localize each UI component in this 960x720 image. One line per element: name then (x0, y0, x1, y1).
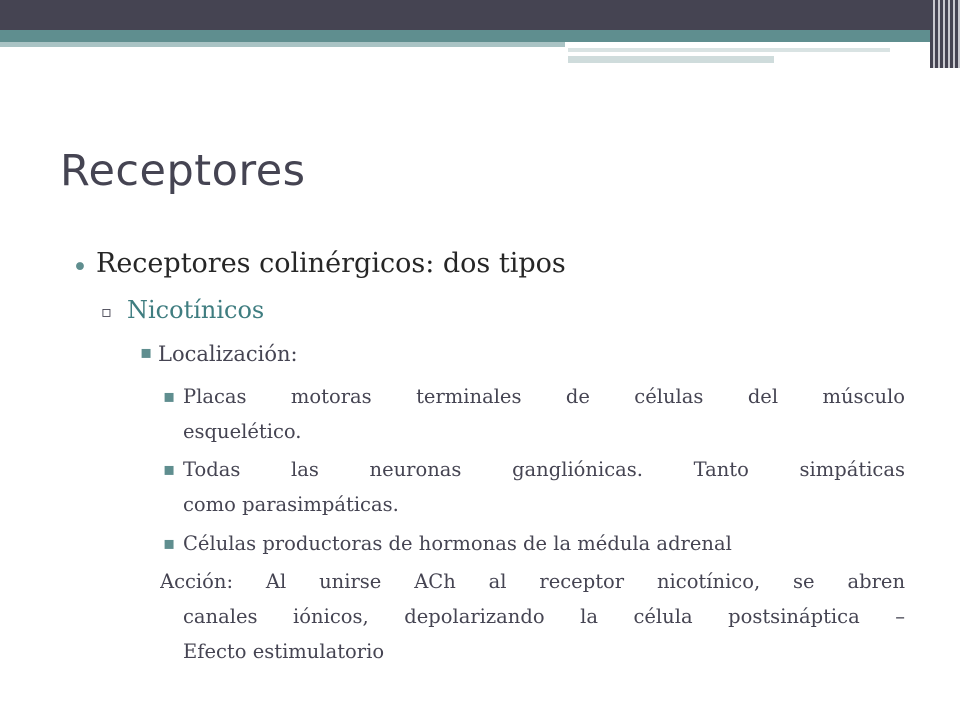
accion-line2: canales iónicos, depolarizando la célula postsináptica – (183, 605, 905, 628)
item2-line1: Todas las neuronas gangliónicas. Tanto simpáticas (183, 458, 905, 481)
top-teal-light-band (0, 42, 565, 47)
slide-title: Receptores (60, 146, 306, 196)
level3-text: Localización: (158, 342, 298, 366)
level3-bullet: ▪ (140, 342, 153, 363)
item3-bullet: ▪ (163, 533, 176, 554)
accion-line1: Acción: Al unirse ACh al receptor nicotínico, se abren (160, 570, 905, 593)
accion-line3: Efecto estimulatorio (183, 640, 385, 663)
right-edge-stripes (930, 0, 960, 68)
top-dark-bar (0, 0, 930, 30)
item1-line1: Placas motoras terminales de células del músculo (183, 385, 905, 408)
level1-text: Receptores colinérgicos: dos tipos (96, 248, 566, 279)
level2-text: Nicotínicos (127, 296, 265, 324)
level1-bullet: • (72, 252, 88, 283)
level2-bullet: ▫ (101, 302, 112, 321)
item1-bullet: ▪ (163, 386, 176, 407)
item2-line2: como parasimpáticas. (183, 493, 399, 516)
item3-line1: Células productoras de hormonas de la médula adrenal (183, 532, 732, 555)
item1-line2: esquelético. (183, 420, 302, 443)
decorative-rule-upper (568, 48, 890, 52)
top-teal-band (0, 30, 930, 42)
item2-bullet: ▪ (163, 459, 176, 480)
decorative-rule-lower (568, 56, 774, 63)
